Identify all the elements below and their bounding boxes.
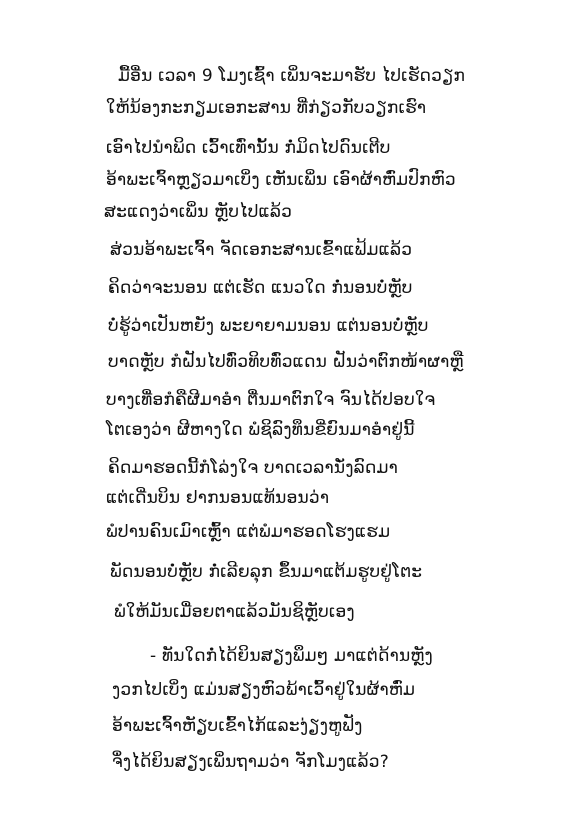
text-line-15: ພັດນອນບໍ່ຫຼັບ ກໍ່ເລີຍລຸກ ຂຶ້ນມາແຕ້ມຮູບຢູ່ໂຕະ (110, 562, 423, 582)
text-line-20: ຈຶ່ງໄດ້ຍິນສຽງເພິ່ນຖາມວ່າ ຈັກໂມງແລ້ວ? (112, 752, 389, 772)
text-line-11: ໂຕເອງວ່າ ຜີຫາງໃດ ພໍຊິລົງທຶນຂີ່ຍົນມາອໍາຢູ່ນີ້ (106, 420, 415, 440)
text-line-12: ຄິດມາຮອດນີ້ກໍໂລ່ງໃຈ ບາດເວລານັ່ງລົດມາ (108, 458, 398, 478)
text-line-4: ອ້າພະເຈົ້າຫຼຽວມາເບິ່ງ ເຫັນເພິ່ນ ເອົາຜ້າຫົ່ມປົກຫົວ (106, 170, 456, 190)
text-line-6: ສ່ວນອ້າພະເຈົ້າ ຈັດເອກະສານເຂົ້າແຟ້ມແລ້ວ (110, 240, 413, 260)
text-line-17: - ທັນໃດກໍ່ໄດ້ຍິນສຽງພຶມໆ ມາແຕ່ດ້ານຫຼັງ (150, 646, 433, 666)
text-line-9: ບາດຫຼັບ ກໍຝັນໄປທົ່ວທິບທົ່ວແດນ ຝັນວ່າຕົກໜ້າຜາຫຼື (108, 352, 464, 372)
text-line-14: ພໍປານຄົນເມົາເຫຼົ້າ ແຕ່ພໍມາຮອດໂຮງແຮມ (106, 522, 391, 542)
text-line-7: ຄິດວ່າຈະນອນ ແຕ່ເຮັດ ແນວໃດ ກໍ່ນອນບໍ່ຫຼັບ (108, 278, 413, 298)
text-line-10: ບາງເທື່ອກໍຄືຜີມາອໍາ ຕື່ນມາຕົກໃຈ ຈົນໄດ້ປອບໃຈ (106, 390, 436, 410)
text-line-19: ອ້າພະເຈົ້າຫັຽບເຂົ້າໄກ້ແລະງ່ຽງຫູຟັງ (112, 716, 363, 736)
text-line-16: ພໍໃຫ້ມັນເມື່ອຍຕາແລ້ວມັນຊິຫຼັບເອງ (114, 602, 355, 622)
text-line-3: ເອົາໄປນຳພິດ ເວົ້າເທົ່ານັ້ນ ກໍ່ມິດໄປດົນເຕີບ (106, 138, 391, 158)
text-line-18: ງວກໄປເບິ່ງ ແມ່ນສຽງຫົວພ້າເວົ້າຢູ່ໃນຜ້າຫົ່ມ (112, 680, 416, 700)
text-line-2: ໃຫ້ນ້ອງກະກຽມເອກະສານ ທີ່ກ່ຽວກັບວຽກເຮົາ (106, 98, 427, 118)
text-line-8: ບໍ່ຮູ້ວ່າເປັນຫຍັງ ພະຍາຍາມນອນ ແຕ່ນອນບໍ່ຫຼັບ (108, 316, 429, 336)
text-line-5: ສະແດງວ່າເພິ່ນ ຫຼັບໄປແລ້ວ (104, 202, 293, 222)
text-line-13: ແຕ່ເດີ່ນບິນ ຢາກນອນແທ້ນອນວ່າ (106, 488, 330, 508)
text-line-1: ມື້ອື່ນ ເວລາ 9 ໂມງເຊົ້າ ເພິ່ນຈະມາຮັບ ໄປເຮັດວຽກ (118, 66, 466, 86)
